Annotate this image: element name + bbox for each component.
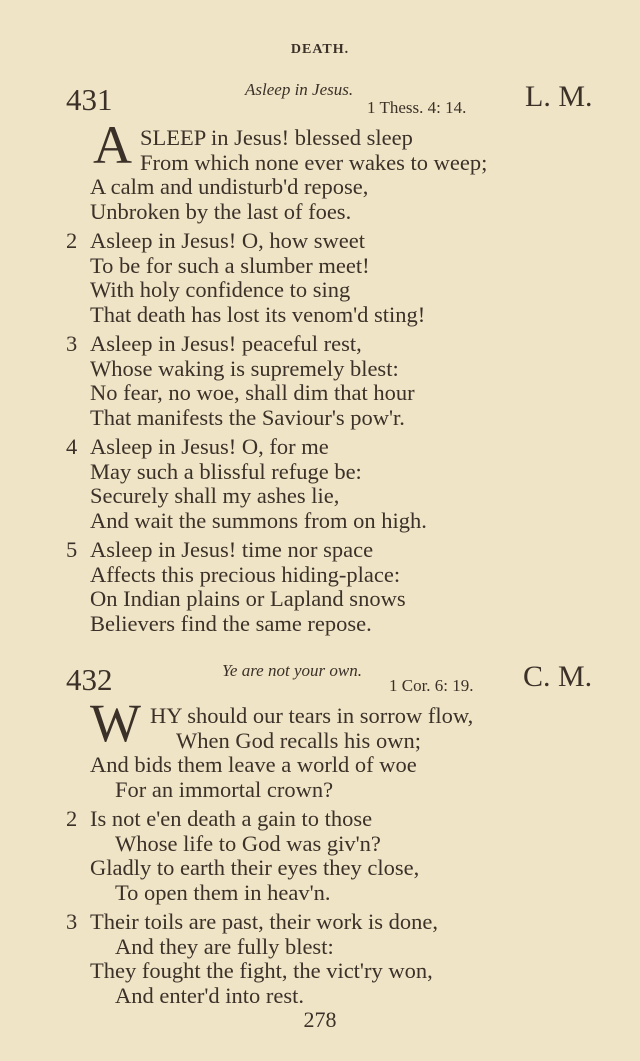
verse-number: 3	[66, 909, 78, 934]
verse-number: 3	[66, 331, 78, 356]
verse-line: Whose life to God was giv'n?	[115, 831, 381, 856]
hymn-meter: L. M.	[525, 80, 593, 113]
page-number: 278	[303, 1007, 337, 1032]
hymn-number: 432	[66, 662, 113, 697]
verse-line: No fear, no woe, shall dim that hour	[90, 380, 415, 405]
verse-line: And wait the summons from on high.	[90, 508, 427, 533]
verse-line: And they are fully blest:	[115, 934, 334, 959]
scripture-reference: 1 Cor. 6: 19.	[389, 676, 474, 695]
verse-number: 5	[66, 537, 78, 562]
running-head: DEATH.	[290, 42, 350, 57]
scripture-reference: 1 Thess. 4: 14.	[367, 98, 467, 117]
verse-number: 2	[66, 806, 78, 831]
drop-cap: A	[93, 115, 132, 175]
verse-line: On Indian plains or Lapland snows	[90, 586, 406, 611]
verse-line: HY should our tears in sorrow flow,	[150, 703, 474, 728]
verse-line: Gladly to earth their eyes they close,	[90, 855, 420, 880]
hymn-title: Asleep in Jesus.	[245, 80, 354, 99]
verse-line: A calm and undisturb'd repose,	[90, 174, 369, 199]
verse-line: Unbroken by the last of foes.	[90, 199, 352, 224]
verse-line: For an immortal crown?	[115, 777, 334, 802]
verse-line: They fought the fight, the vict'ry won,	[90, 958, 433, 983]
verse-line: And enter'd into rest.	[115, 983, 305, 1008]
verse-number: 2	[66, 228, 78, 253]
verse-line: SLEEP in Jesus! blessed sleep	[140, 125, 413, 150]
verse-line: To be for such a slumber meet!	[90, 253, 370, 278]
verse-line: Asleep in Jesus! O, for me	[90, 434, 329, 459]
verse-line: Believers find the same repose.	[90, 611, 372, 636]
verse-line: To open them in heav'n.	[115, 880, 331, 905]
hymn-title: Ye are not your own.	[222, 661, 362, 680]
verse-line: That death has lost its venom'd sting!	[90, 302, 426, 327]
verse-line: Asleep in Jesus! peaceful rest,	[90, 331, 362, 356]
drop-cap: W	[90, 693, 141, 753]
verse-line: When God recalls his own;	[176, 728, 421, 753]
verse-line: That manifests the Saviour's pow'r.	[90, 405, 405, 430]
verse-line: Affects this precious hiding-place:	[90, 562, 401, 587]
verse-number: 4	[66, 434, 78, 459]
verse-line: Whose waking is supremely blest:	[90, 356, 399, 381]
verse-line: And bids them leave a world of woe	[90, 752, 417, 777]
verse-line: Their toils are past, their work is done,	[90, 909, 439, 934]
verse-line: Asleep in Jesus! O, how sweet	[90, 228, 365, 253]
verse-line: From which none ever wakes to weep;	[140, 150, 488, 175]
hymn-number: 431	[66, 82, 113, 117]
verse-line: Securely shall my ashes lie,	[90, 483, 340, 508]
verse-line: May such a blissful refuge be:	[90, 459, 362, 484]
verse-line: With holy confidence to sing	[90, 277, 351, 302]
hymn-meter: C. M.	[523, 660, 593, 693]
verse-line: Is not e'en death a gain to those	[90, 806, 373, 831]
verse-line: Asleep in Jesus! time nor space	[90, 537, 374, 562]
